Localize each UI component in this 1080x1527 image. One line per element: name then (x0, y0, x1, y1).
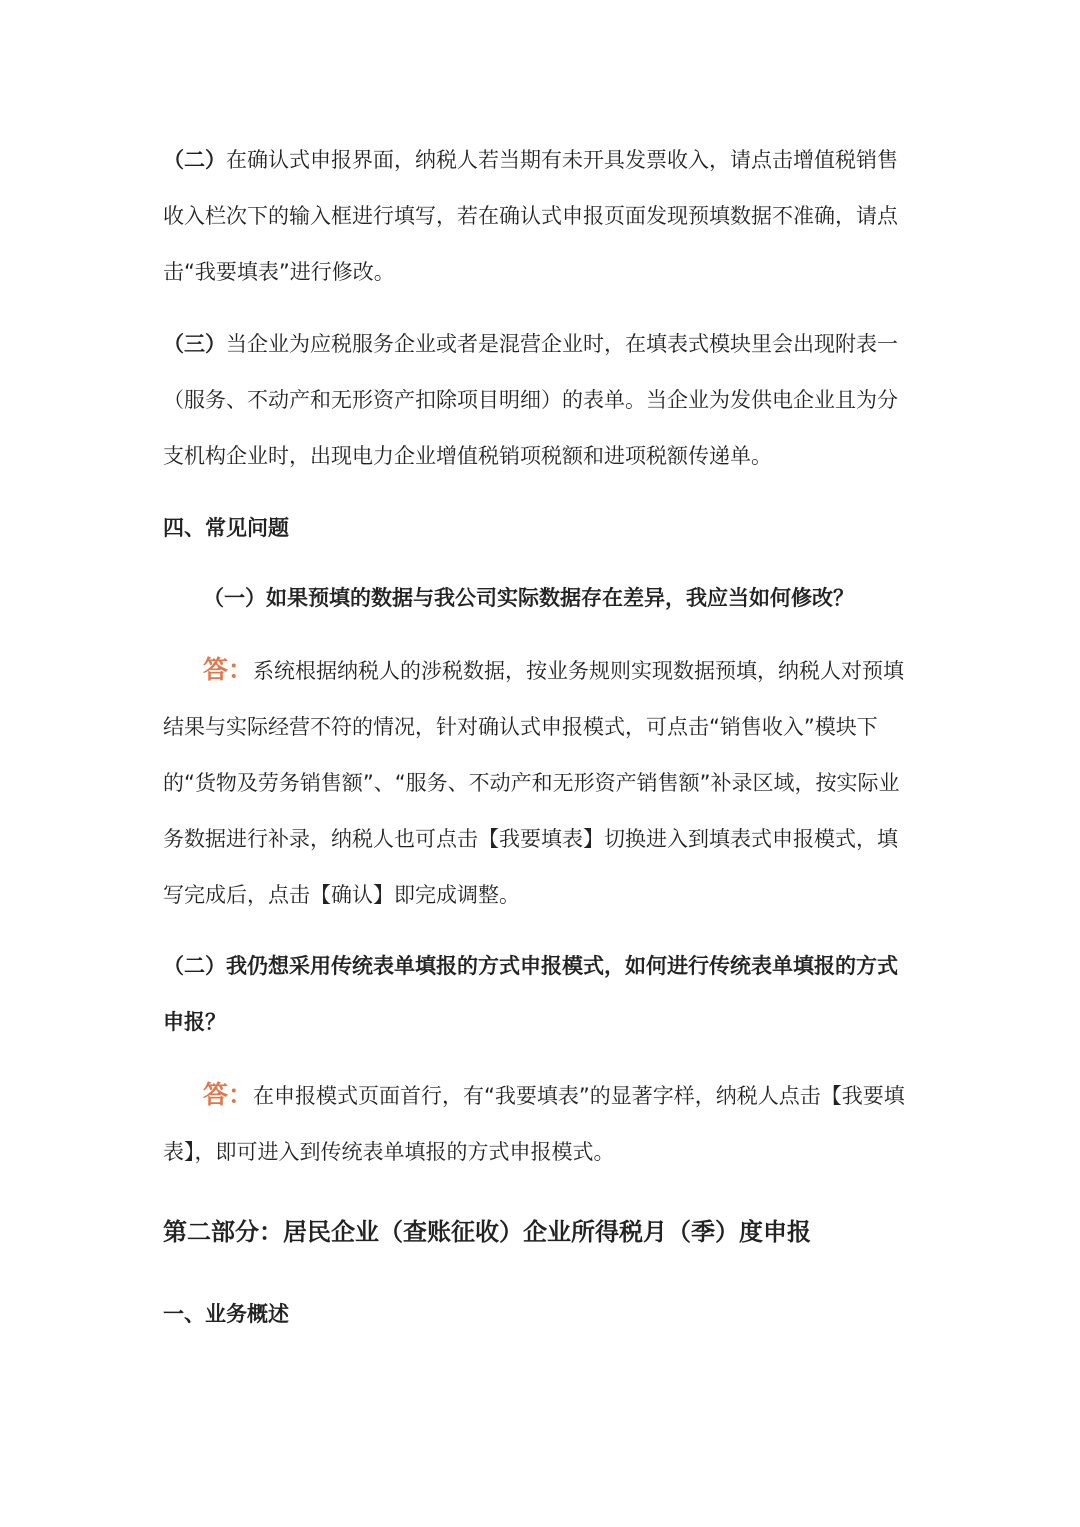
answer-paragraph-2 (163, 1067, 918, 1180)
answer-text: 系统根据纳税人的涉税数据，按业务规则实现数据预填，纳税人对预填结果与实际经营不符的情况，针对确认式申报模式，可点击“销售收入”模块下的“货物及劳务销售额”、“服务、不动产和无形资产销售额”补录区域，按实际业务数据进行补录，纳税人也可点击【我要填表】切换进入到填表式申报模式，填写完成后，点击【确认】即完成调整。 (163, 659, 905, 907)
answer-text: 在申报模式页面首行，有“我要填表”的显著字样，纳税人点击【我要填表】，即可进入到传统表单填报的方式申报模式。 (163, 1084, 905, 1164)
section-heading-business-overview: 一、业务概述 (163, 1302, 289, 1326)
paragraph-vat-input (163, 132, 918, 300)
part-heading-enterprise-income-tax: 第二部分：居民企业（查账征收）企业所得税月（季）度申报 (163, 1218, 811, 1246)
paragraph-prefix: （二） (163, 148, 226, 172)
paragraph-text: 在确认式申报界面，纳税人若当期有未开具发票收入，请点击增值税销售收入栏次下的输入框进行填写，若在确认式申报页面发现预填数据不准确，请点击“我要填表”进行修改。 (163, 148, 898, 284)
answer-label: 答： (203, 1080, 254, 1109)
paragraph-service-enterprise (163, 316, 918, 484)
question-heading-1: （一）如果预填的数据与我公司实际数据存在差异，我应当如何修改？ (203, 586, 854, 610)
paragraph-text: 当企业为应税服务企业或者是混营企业时，在填表式模块里会出现附表一（服务、不动产和无形资产扣除项目明细）的表单。当企业为发供电企业且为分支机构企业时，出现电力企业增值税销项税额和进项税额传递单。 (163, 332, 898, 468)
answer-label: 答： (203, 655, 254, 684)
paragraph-prefix: （三） (163, 332, 226, 356)
question-heading-2: （二）我仍想采用传统表单填报的方式申报模式，如何进行传统表单填报的方式申报？ (163, 954, 898, 1034)
section-heading-faq: 四、常见问题 (163, 516, 289, 540)
answer-paragraph-1 (163, 642, 918, 923)
